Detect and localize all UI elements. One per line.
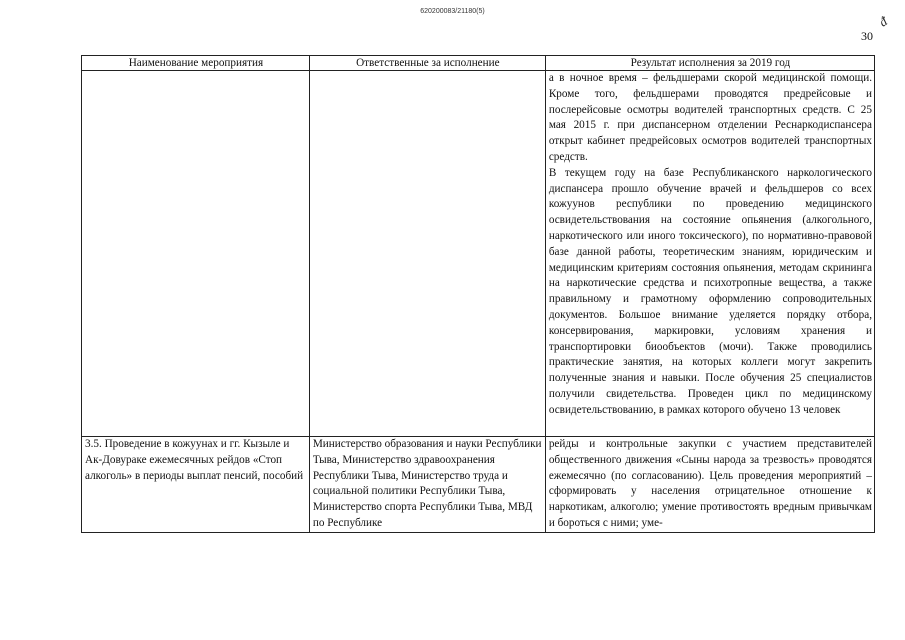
result-paragraph: а в ночное время – фельдшерами скорой медицинской помощи. Кроме того, фельдшерами проводятся предрейсовые и послерейсовые осмотры водителей транспортных средств. С 25 мая 2015 г. при диспансерном отделении Реснаркодиспансера открыт кабинет предрейсовых осмотров водителей транспортных средств. — [548, 72, 872, 163]
header-responsible: Ответственные за исполнение — [309, 56, 545, 71]
cell-result-continuation — [545, 71, 874, 437]
result-paragraph: В текущем году на базе Республиканского наркологического диспансера прошло обучение врачей и фельдшеров со всех кожуунов республики по проведению медицинского освидетельствования на состояние опьянения (алкогольного, наркотического или иного токсического), по нормативно-правовой базе данной работы, теоретическим знаниям, юридическим и медицинским критериям состояния опьянения, методам скрининга на наркотические средства и психотропные вещества, а также правильному и грамотному оформлению сопроводительных документов. Большое внимание уделяется порядку отбора, консервирования, маркировки, условиям хранения и транспортировки биообъектов (мочи). Также проводились практические занятия, на которых коллеги могут закрепить полученные знания и навыки. После обучения 25 специалистов получили свидетельства. Проведен цикл по медицинскому освидетельствованию, в рамках которого обучено 13 человек — [548, 166, 872, 416]
measures-table — [81, 55, 875, 533]
cell-responsible-empty — [309, 71, 545, 437]
table-header-row — [82, 56, 875, 71]
cell-responsible-3-5: Министерство образования и науки Республики Тыва, Министерство здравоохранения Республики Тыва, Министерство труда и социальной политики Республики Тыва, Министерство спорта Республики Тыва, МВД по Республике — [309, 437, 545, 533]
page-number: 30 — [861, 29, 873, 43]
document-id: 620200083/21180(5) — [420, 8, 485, 15]
table-row-3-5 — [82, 437, 875, 533]
cell-result-3-5: рейды и контрольные закупки с участием представителей общественного движения «Сыны народа за трезвость» проводятся ежемесячно (по согласованию). Цель проведения мероприятий – сформировать у населения отрицательное отношение к наркотикам, алкоголю; умение противостоять вредным привычкам и бороться с ними; уме- — [545, 437, 874, 533]
handwritten-margin-mark: ᵭ — [875, 13, 890, 30]
cell-name-empty — [82, 71, 310, 437]
header-result-2019: Результат исполнения за 2019 год — [545, 56, 874, 71]
table-row-continuation — [82, 71, 875, 437]
header-measure-name: Наименование мероприятия — [82, 56, 310, 71]
cell-measure-3-5: 3.5. Проведение в кожуунах и гг. Кызыле и Ак-Довураке ежемесячных рейдов «Стоп алкоголь» в периоды выплат пенсий, пособий — [82, 437, 310, 533]
